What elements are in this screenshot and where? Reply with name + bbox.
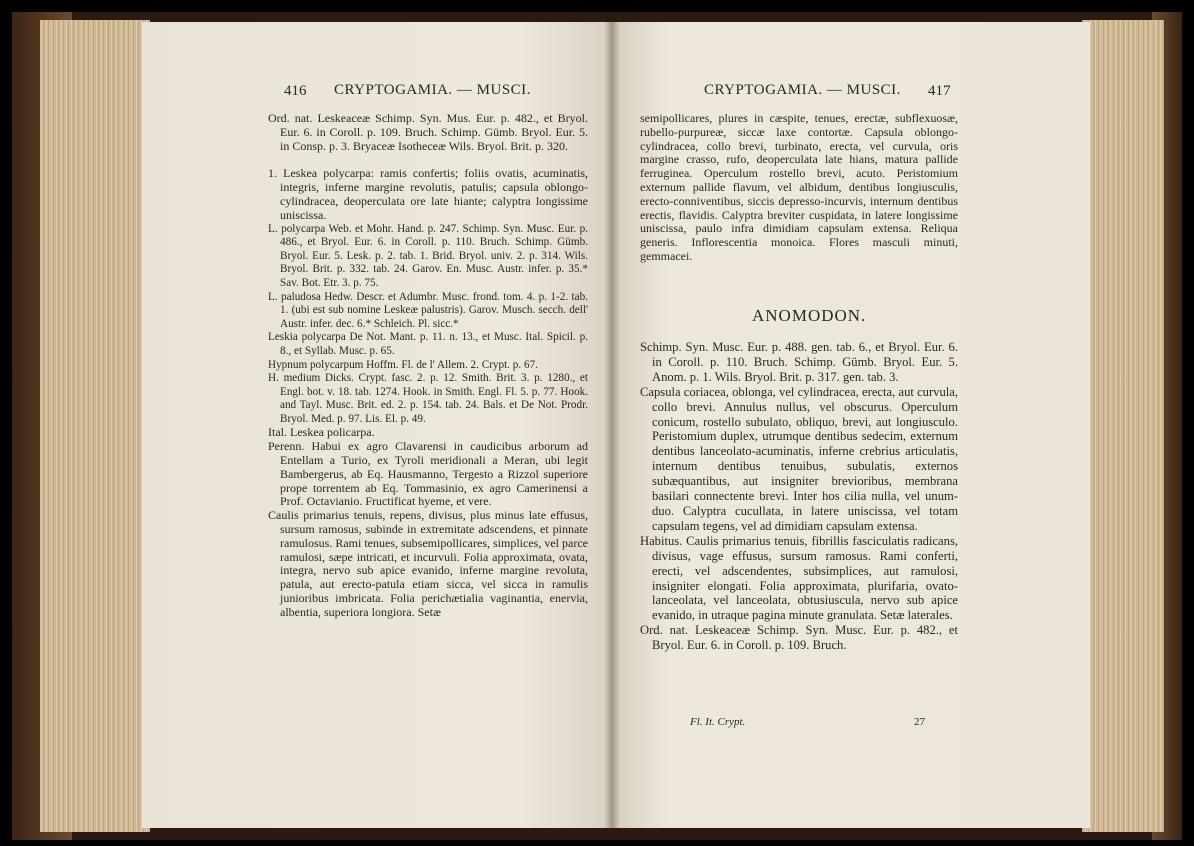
habitus-paragraph: Habitus. Caulis primarius tenuis, fibrillis fasciculatis radicans, divisus, vage effusus, sursum ramosus. Rami conferti, erecti, vel adscendentes, subsimplices, aut ramulosi, insigniter elongati. Folia approximata, plurifaria, ovato-lanceolata, vel lanceolata, obtusiuscula, nervo sub apice evanido, in utraque pagina minute granulata. Setæ laterales. — [640, 533, 958, 623]
caulis-paragraph: Caulis primarius tenuis, repens, divisus, plus minus late effusus, sursum ramosus, subinde in extremitate adscendens, et pinnate ramulosus. Rami tenues, subsemipollicares, simplices, vel parce ramulosi, sæpe intricati, et incurvuli. Folia approximata, ovata, integra, nervo sub apice evanido, inferne margine revoluta, patula, aut erecto-patula etiam sicca, vel sicca in ramulis junioribus imbricata. Folia perichætialia vaginantia, enervia, albentia, superiora longiora. Setæ — [268, 508, 588, 619]
section-title: ANOMODON. — [752, 306, 867, 325]
right-running-head: CRYPTOGAMIA. — MUSCI. — [704, 82, 901, 98]
synonym: L. paludosa Hedw. Descr. et Adumbr. Musc. frond. tom. 4. p. 1-2. tab. 1. (ubi est sub nomine Leskeæ palustris). Garov. Musch. secch. dell' Austr. infer. dec. 6.* Schleich. Pl. sicc.* — [268, 290, 588, 330]
capsula-paragraph: Capsula coriacea, oblonga, vel cylindracea, erecta, aut curvula, collo brevi. Annulus nullus, vel obscurus. Operculum conicum, rostello subulato, obliquo, brevi, aut longiusculo. Peristomium duplex, utrumque dentibus sedecim, externum dentibus lanceolato-acuminatis, inferne crebrius articulatis, internum dentibus tenuibus, subulatis, externos subæquantibus, aut insigniter brevioribus, membrana basilari connectente brevi. Inter hos cilia nulla, vel unum-duo. Calyptra cucullata, in latere uniscissa, vel totam capsulam tegens, vel ad dimidiam capsulam extensa. — [640, 384, 958, 533]
left-running-head: CRYPTOGAMIA. — MUSCI. — [334, 82, 531, 98]
synonym: L. polycarpa Web. et Mohr. Hand. p. 247. Schimp. Syn. Musc. Eur. p. 486., et Bryol. Eur. 6. in Coroll. p. 110. Bruch. Schimp. Gümb. Bryol. Eur. 5. Lesk. p. 2. tab. 1. Brid. Bryol. univ. 2. p. 314. Wils. Bryol. Brit. p. 332. tab. 24. Garov. En. Musc. Austr. infer. p. 35.* Sav. Bot. Etr. 3. p. 75. — [268, 222, 588, 289]
page-edges-left — [40, 20, 150, 832]
right-page-number: 417 — [928, 83, 951, 99]
schimp-reference: Schimp. Syn. Musc. Eur. p. 488. gen. tab. 6., et Bryol. Eur. 6. in Coroll. p. 110. Bruch. Schimp. Gümb. Bryol. Eur. 5. Anom. p. 1. Wils. Bryol. Brit. p. 317. gen. tab. 3. — [640, 340, 958, 384]
synonym: Leskia polycarpa De Not. Mant. p. 11. n. 13., et Musc. Ital. Spicil. p. 8., et Syllab. Musc. p. 65. — [268, 331, 588, 357]
footer-signature: Fl. It. Crypt. — [690, 716, 746, 728]
footer-sheet-number: 27 — [914, 716, 925, 728]
continuation-paragraph: semipollicares, plures in cæspite, tenues, erectæ, subflexuosæ, rubello-purpureæ, siccæ laxe contortæ. Capsula oblongo-cylindracea, collo brevi, turbinato, erecta, vel curvula, oris margine crasso, rufo, deoperculata late hians, matura pallide ferruginea. Operculum rostello brevi, acuto. Peristomium externum pallide flavum, vel albidum, dentibus longiusculis, erecto-conniventibus, siccis depresso-incurvis, internum dentibus erectis, flavidis. Calyptra breviter cuspidata, in latere longissime uniscissa, paulo infra dimidiam capsulam extensa. Reliqua generis. Inflorescentia monoica. Flores masculi minuti, gemmacei. — [640, 111, 958, 263]
left-page-number: 416 — [284, 83, 307, 99]
right-body-bottom — [640, 340, 958, 653]
species-heading: 1. Leskea polycarpa: ramis confertis; foliis ovatis, acuminatis, integris, inferne margine revolutis, patulis; capsula oblongo-cylindracea, deoperculata ore late hiante; calyptra longissime uniscissa. — [268, 166, 588, 222]
ital-name: Ital. Leskea policarpa. — [268, 425, 375, 440]
left-body — [268, 112, 588, 620]
left-page — [142, 22, 612, 828]
right-body-top — [640, 112, 958, 264]
page-edges-right — [1082, 20, 1164, 832]
synonym: H. medium Dicks. Crypt. fasc. 2. p. 12. Smith. Brit. 3. p. 1280., et Engl. bot. v. 18. tab. 1274. Hook. in Smith. Engl. Fl. 5. p. 77. Hook. and Tayl. Musc. Brit. ed. 2. p. 154. tab. 24. Bals. et De Not. Prodr. Bryol. Med. p. 97. Lis. El. p. 49. — [268, 372, 588, 425]
book — [12, 12, 1182, 840]
book-gutter — [604, 22, 620, 828]
ord-nat: Ord. nat. Leskeaceæ Schimp. Syn. Mus. Eur. p. 482., et Bryol. Eur. 6. in Coroll. p. 109. Bruch. Schimp. Gümb. Bryol. Eur. 5. in Consp. p. 3. Bryaceæ Isotheceæ Wils. Bryol. Brit. p. 320. — [268, 111, 588, 153]
right-page — [612, 22, 1090, 828]
perenn-paragraph: Perenn. Habui ex agro Clavarensi in caudicibus arborum ad Entellam a Turio, ex Tyroli meridionali a Meran, ubi legit Bambergerus, ab Eq. Hausmanno, Tergesto a Rizzol superiore prope torrentem ab Eq. Tommasinio, ex agro Camerinensi a Prof. Octavianio. Fructificat hyeme, et vere. — [268, 439, 588, 509]
synonym: Hypnum polycarpum Hoffm. Fl. de l' Allem. 2. Crypt. p. 67. — [268, 358, 538, 371]
ord-nat-right: Ord. nat. Leskeaceæ Schimp. Syn. Musc. Eur. p. 482., et Bryol. Eur. 6. in Coroll. p. 109. Bruch. — [640, 623, 958, 653]
